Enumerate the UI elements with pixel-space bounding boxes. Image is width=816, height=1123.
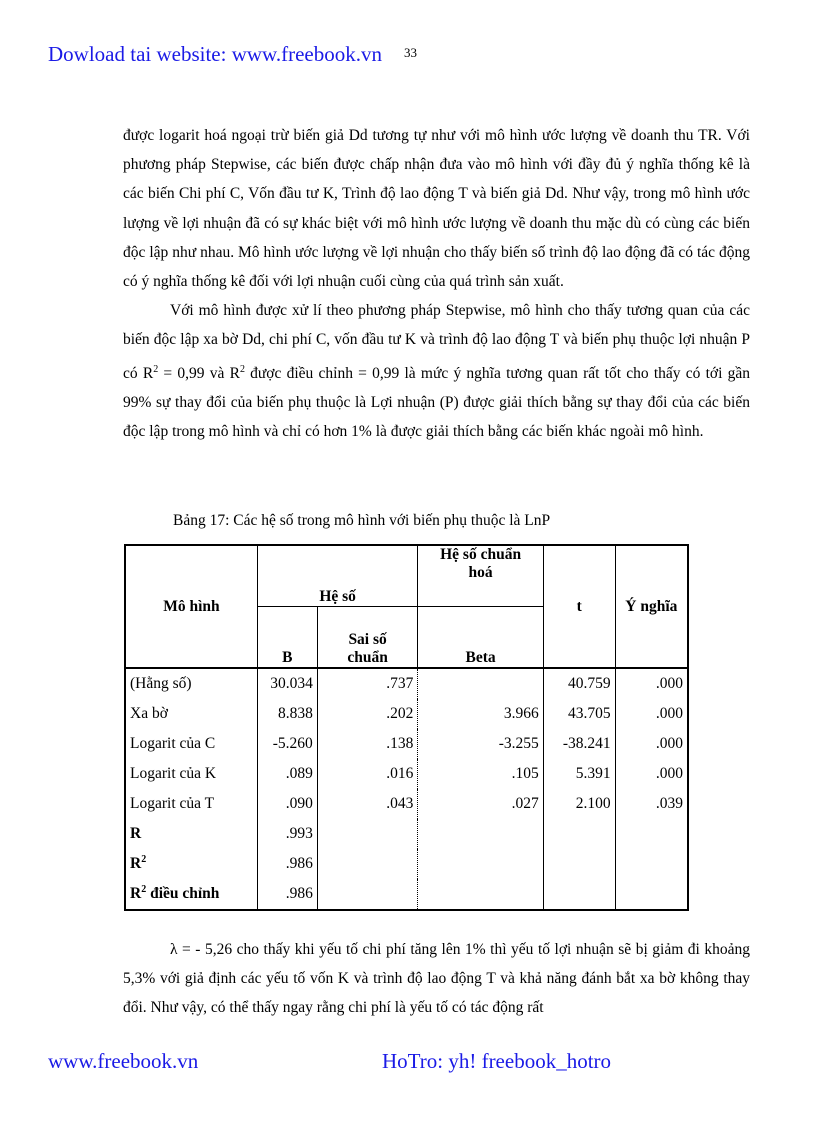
header-std-coef: Hệ số chuẩn hoá xyxy=(418,545,543,607)
page-number: 33 xyxy=(403,45,417,60)
paragraph-2: Với mô hình được xử lí theo phương pháp Stepwise, mô hình cho thấy tương quan của các biến độc lập xa bờ Dd, chi phí C, vốn đầu tư K và trình độ lao động T và biến phụ thuộc lợi nhuận P có $R^2 = 0,99$ và $R^2$ được điều chỉnh = 0,99 là mức ý nghĩa tương quan rất tốt cho thấy có tới gần 99% sự thay đổi của biến phụ thuộc là Lợi nhuận (P) được giải thích bằng sự thay đổi của các biến độc lập trong mô hình và chỉ có hơn 1% là được giải thích bằng các biến khác ngoài mô hình. xyxy=(123,302,751,441)
coefficients-table xyxy=(124,544,689,911)
paragraph-1: được logarit hoá ngoại trừ biến giả Dd tương tự như với mô hình ước lượng về doanh thu TR. Với phương pháp Stepwise, các biến được chấp nhận đưa vào mô hình với đầy đủ ý nghĩa thống kê là các biến Chi phí C, Vốn đầu tư K, Trình độ lao động T và biến giả Dd. Như vậy, trong mô hình ước lượng về lợi nhuận đã có sự khác biệt với mô hình ước lượng về doanh thu mặc dù có cùng các biến độc lập như nhau. Mô hình ước lượng về lợi nhuận cho thấy biến số trình độ lao động đã có tác động có ý nghĩa thống kê đối với lợi nhuận cuối cùng của quá trình sản xuất. xyxy=(123,127,750,291)
table-caption: Bảng 17: Các hệ số trong mô hình với biến phụ thuộc là LnP xyxy=(173,512,551,529)
header-b: B xyxy=(257,607,317,668)
table-row: Logarit của C -5.260 .138 -3.255 -38.241 .000 xyxy=(125,729,688,759)
table-row: (Hằng số) 30.034 .737 40.759 .000 xyxy=(125,668,688,699)
table-row: Xa bờ 8.838 .202 3.966 43.705 .000 xyxy=(125,699,688,729)
header-t: t xyxy=(543,545,615,667)
header-coef: Hệ số xyxy=(257,545,418,607)
stat-row: R .993 xyxy=(125,819,688,849)
stat-row: $R^2$ điều chỉnh .986 xyxy=(125,879,688,910)
page-header xyxy=(48,42,417,67)
table-row: Logarit của K .089 .016 .105 5.391 .000 xyxy=(125,759,688,789)
footer-link-right[interactable]: HoTro: yh! freebook_hotro xyxy=(382,1049,612,1073)
table-row: Logarit của T .090 .043 .027 2.100 .039 xyxy=(125,789,688,819)
header-sig: Ý nghĩa xyxy=(625,597,678,615)
header-link[interactable]: Dowload tai website: www.freebook.vn xyxy=(48,42,382,66)
body-text xyxy=(123,121,750,446)
header-model: Mô hình xyxy=(125,545,257,667)
stat-row: $R^2$ .986 xyxy=(125,849,688,879)
header-beta: Beta xyxy=(418,607,543,668)
after-paragraph: λ = - 5,26 cho thấy khi yếu tố chi phí tăng lên 1% thì yếu tố lợi nhuận sẽ bị giảm đi khoảng 5,3% với giả định các yếu tố vốn K và trình độ lao động T và khả năng đánh bắt xa bờ không thay đổi. Như vậy, có thể thấy ngay rằng chi phí là yếu tố có tác động rất xyxy=(123,941,750,1017)
header-se: Sai số chuẩn xyxy=(317,607,418,668)
footer-link-left[interactable]: www.freebook.vn xyxy=(48,1049,199,1073)
